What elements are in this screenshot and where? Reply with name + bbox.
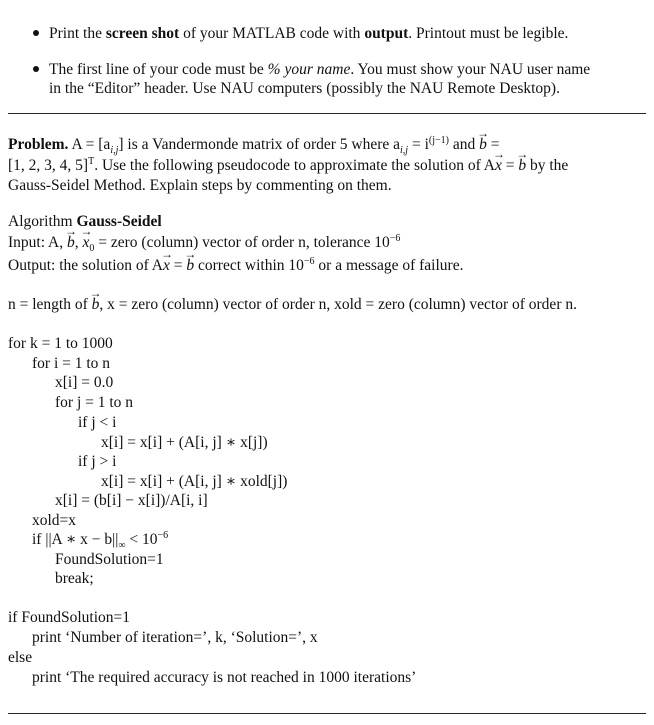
code-line: if FoundSolution=1 bbox=[8, 609, 130, 626]
code-line: else bbox=[8, 649, 33, 666]
code-line: for i = 1 to n bbox=[32, 355, 111, 372]
instruction-bullet-2-line-1: The first line of your code must be % your name. You must show your NAU user name bbox=[49, 61, 591, 78]
problem-line-2: [1, 2, 3, 4, 5]$^T$. Use the following pseudocode to approximate the solution of A→ x = → b by the bbox=[8, 156, 568, 175]
problem-line-3: Gauss-Seidel Method. Explain steps by commenting on them. bbox=[8, 177, 392, 194]
code-line: x[i] = 0.0 bbox=[55, 374, 114, 391]
algorithm-input: Input: A, → b, → $x_0$ = zero (column) vector of order n, tolerance $10^{-6}$ bbox=[8, 233, 400, 252]
code-line: xold=x bbox=[32, 512, 77, 529]
algorithm-title: Algorithm Gauss-Seidel bbox=[8, 213, 162, 230]
algorithm-output: Output: the solution of A→ x = → b correct within $10^{-6}$ or a message of failure. bbox=[8, 256, 463, 275]
code-line: x[i] = (b[i] − x[i])/A[i, i] bbox=[55, 492, 208, 509]
code-line: FoundSolution=1 bbox=[55, 551, 164, 568]
code-line: for k = 1 to 1000 bbox=[8, 335, 113, 352]
code-line: for j = 1 to n bbox=[55, 394, 134, 411]
divider bbox=[8, 113, 646, 114]
code-line: if ||A ∗ $x - b||_\infty < 10^{-6}$ bbox=[32, 529, 169, 552]
instruction-bullet-1: Print the screen shot of your MATLAB code with output. Printout must be legible. bbox=[49, 25, 569, 42]
code-line: if j > i bbox=[78, 453, 117, 470]
code-line: print ‘Number of iteration=’, k, ‘Solution=’, x bbox=[32, 629, 318, 646]
bullet-dot bbox=[33, 30, 39, 36]
bullet-dot bbox=[33, 66, 39, 72]
problem-line-1: Problem. $A = [a_{i,j}]$ is a Vandermonde matrix of order 5 where $a_{i,j} = i^{(j-1)}$ and → b = bbox=[8, 135, 500, 154]
code-line: if j < i bbox=[78, 414, 117, 431]
code-line: print ‘The required accuracy is not reached in 1000 iterations’ bbox=[32, 669, 417, 686]
instruction-bullet-2-line-2: in the “Editor” header. Use NAU computers (possibly the NAU Remote Desktop). bbox=[49, 80, 560, 97]
code-line: break; bbox=[55, 570, 94, 587]
initialization-line: n = length of → b, x = zero (column) vector of order n, xold = zero (column) vector of order n. bbox=[8, 295, 577, 314]
code-line: x[i] = x[i] + (A[i, j] ∗ xold[j]) bbox=[101, 473, 288, 490]
code-line: x[i] = x[i] + (A[i, j] ∗ x[j]) bbox=[101, 434, 268, 451]
divider bbox=[8, 713, 646, 714]
